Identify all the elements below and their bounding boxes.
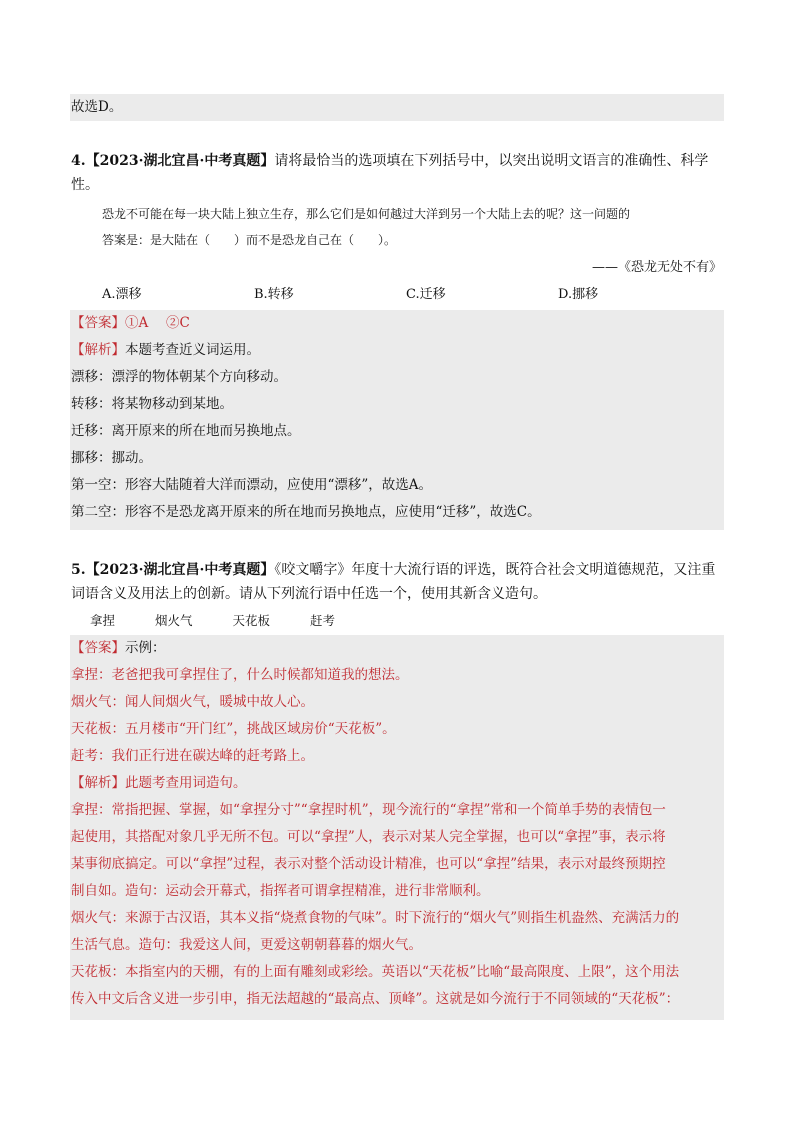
q4-analysis-lead: 本题考查近义词运用。 [125,342,260,358]
q4-analysis-label: 【解析】 [71,342,125,358]
q5-answer-lead: 示例： [125,640,166,656]
q4-answer-value: ①A ②C [125,315,190,331]
q4-analysis-item: 转移：将某物移动到某地。 [71,396,233,412]
q4-option-c: C.迁移 [406,287,446,302]
q5-answer-item: 天花板：五月楼市“开门红”，挑战区域房价“天花板”。 [71,721,396,737]
q5-analysis-lead: 此题考查用词造句。 [125,775,247,791]
q4-stem-line2: 性。 [71,177,99,193]
q4-passage-line1: 恐龙不可能在每一块大陆上独立生存，那么它们是如何越过大洋到另一个大陆上去的呢？这一问题的 [102,207,631,221]
q4-option-b: B.转移 [254,287,294,302]
q5-analysis-line [71,770,723,797]
q5-stem-line1 [71,557,723,584]
q4-analysis-item: 挪移：挪动。 [71,450,152,466]
q5-analysis-item: 制自如。造句：运动会开幕式，指挥者可谓拿捏精准，进行非常顺利。 [71,883,490,899]
q5-answer-label: 【答案】 [71,640,125,656]
q4-analysis-item: 第一空：形容大陆随着大洋而漂动，应使用“漂移”，故选A。 [71,477,433,493]
q5-analysis-label: 【解析】 [71,775,125,791]
q4-option-d: D.挪移 [558,287,599,302]
q4-analysis-item: 迁移：离开原来的所在地而另换地点。 [71,423,301,439]
q4-options [102,282,722,307]
q5-tag: 【2023·湖北宜昌·中考真题】 [85,562,275,578]
q5-number: 5. [71,562,86,578]
q5-answer-line [71,635,723,662]
q4-passage-line2: 答案是：是大陆在（ ）而不是恐龙自己在（ ）。 [102,233,397,247]
q4-tag: 【2023·湖北宜昌·中考真题】 [85,153,275,169]
q4-answer-line [71,310,723,337]
q5-word-list [90,608,375,633]
q4-source: ——《恐龙无处不有》 [591,260,722,275]
q5-analysis-item: 生活气息。造句：我爱这人间，更爱这朝朝暮暮的烟火气。 [71,937,422,953]
q5-word: 赶考 [310,613,336,628]
q5-analysis-item: 烟火气：来源于古汉语，其本义指“烧煮食物的气味”。时下流行的“烟火气”则指生机盎然、充满活力的 [71,910,680,926]
prev-answer-text: 故选D。 [71,99,123,115]
q4-answer-label: 【答案】 [71,315,125,331]
q5-answer-item: 拿捏：老爸把我可拿捏住了，什么时候都知道我的想法。 [71,667,409,683]
q4-option-a: A.漂移 [102,287,142,302]
q5-analysis-item: 传入中文后含义进一步引申，指无法超越的“最高点、顶峰”。这就是如今流行于不同领域的“天花板”： [71,991,680,1007]
q4-analysis-item: 第二空：形容不是恐龙离开原来的所在地而另换地点，应使用“迁移”，故选C。 [71,504,541,520]
q5-stem-text: 《咬文嚼字》年度十大流行语的评选，既符合社会文明道德规范，又注重 [274,562,716,578]
q4-analysis-item: 漂移：漂浮的物体朝某个方向移动。 [71,369,287,385]
q5-analysis-item: 某事彻底搞定。可以“拿捏”过程，表示对整个活动设计精准，也可以“拿捏”结果，表示对最终预期控 [71,856,666,872]
q5-analysis-item: 拿捏：常指把握、掌握，如“拿捏分寸”“拿捏时机”，现今流行的“拿捏”常和一个简单手势的表情包一 [71,802,666,818]
q4-number: 4. [71,153,86,169]
q5-analysis-item: 起使用，其搭配对象几乎无所不包。可以“拿捏”人，表示对某人完全掌握，也可以“拿捏”事，表示将 [71,829,666,845]
q4-stem-line1 [71,148,723,175]
q5-answer-item: 烟火气：闻人间烟火气，暖城中故人心。 [71,694,314,710]
q4-stem-text: 请将最恰当的选项填在下列括号中，以突出说明文语言的准确性、科学 [274,153,709,169]
q5-analysis-item: 天花板：本指室内的天棚，有的上面有雕刻或彩绘。英语以“天花板”比喻“最高限度、上限”，这个用法 [71,964,680,980]
q5-word: 天花板 [232,613,271,628]
q5-word: 拿捏 [90,613,116,628]
q5-answer-item: 赶考：我们正行进在碳达峰的赶考路上。 [71,748,314,764]
q5-stem-line2: 词语含义及用法上的创新。请从下列流行语中任选一个，使用其新含义造句。 [71,586,547,602]
q5-word: 烟火气 [155,613,193,628]
q4-analysis-line [71,337,723,364]
